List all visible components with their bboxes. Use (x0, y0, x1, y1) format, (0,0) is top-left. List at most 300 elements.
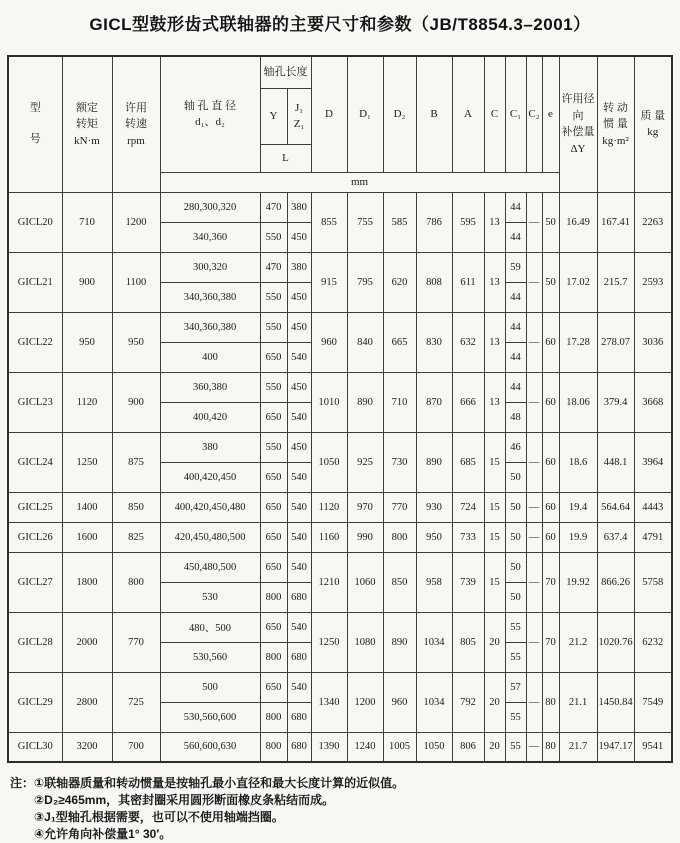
dim-D2-cell: 620 (383, 252, 416, 312)
dim-A-cell: 805 (452, 612, 484, 672)
bore-diameter-cell: 340,360 (160, 222, 260, 252)
length-y-cell: 800 (260, 582, 287, 612)
dim-e-cell: 60 (542, 312, 559, 372)
dim-D1-cell: 1080 (347, 612, 383, 672)
length-jz-cell: 540 (287, 402, 311, 432)
col-header-dim-C1 (505, 56, 526, 172)
col-header-dim-A (452, 56, 484, 172)
bore-diameter-cell: 400,420 (160, 402, 260, 432)
table-row (8, 672, 672, 702)
dim-A-cell: 739 (452, 552, 484, 612)
dim-A-cell: 685 (452, 432, 484, 492)
dim-D1-cell: 890 (347, 372, 383, 432)
col-header-dim-C2 (526, 56, 542, 172)
length-y-label: Y (269, 109, 278, 122)
length-jz-cell: 540 (287, 672, 311, 702)
model-cell: GICL22 (8, 312, 62, 372)
dim-label: C (490, 108, 499, 121)
dim-D-cell: 1120 (311, 492, 347, 522)
dim-e-cell: 70 (542, 612, 559, 672)
radial-compensation-cell: 17.28 (559, 312, 597, 372)
dim-C1-cell: 44 (505, 342, 526, 372)
radial-compensation-cell: 16.49 (559, 192, 597, 252)
col-header-length-jz (287, 88, 311, 144)
col-header-inertia (597, 56, 634, 192)
dim-C1-cell: 44 (505, 372, 526, 402)
table-row (8, 552, 672, 582)
col-header-inertia-line2: 惯 量 (603, 118, 628, 130)
dim-D2-cell: 710 (383, 372, 416, 432)
dim-C2-cell: — (526, 552, 542, 612)
col-header-dim-e (542, 56, 559, 172)
dim-D-cell: 1340 (311, 672, 347, 732)
col-header-radial-symbol: ΔY (570, 142, 586, 155)
unit-row (160, 172, 559, 192)
dim-D2-cell: 665 (383, 312, 416, 372)
length-jz-cell: 540 (287, 552, 311, 582)
inertia-cell: 278.07 (597, 312, 634, 372)
dim-C1-cell: 55 (505, 732, 526, 762)
col-header-dim-D2 (383, 56, 416, 172)
dim-e-cell: 50 (542, 192, 559, 252)
dim-B-cell: 890 (416, 432, 452, 492)
dim-D2-cell: 890 (383, 612, 416, 672)
col-header-bore-diameter (160, 56, 260, 172)
dim-C1-cell: 50 (505, 582, 526, 612)
dim-D-cell: 1250 (311, 612, 347, 672)
bore-diameter-cell: 530,560,600 (160, 702, 260, 732)
dim-e-cell: 80 (542, 732, 559, 762)
length-jz-cell: 450 (287, 282, 311, 312)
dim-C1-cell: 59 (505, 252, 526, 282)
dim-C-cell: 20 (484, 612, 505, 672)
dim-D2-cell: 850 (383, 552, 416, 612)
dim-C-cell: 13 (484, 312, 505, 372)
col-header-dim-C (484, 56, 505, 172)
length-jz-cell: 680 (287, 642, 311, 672)
dim-D-cell: 1390 (311, 732, 347, 762)
length-jz-cell: 680 (287, 732, 311, 762)
dim-D1-cell: 795 (347, 252, 383, 312)
mass-cell: 2263 (634, 192, 672, 252)
dim-label: e (548, 108, 553, 121)
dim-C2-cell: — (526, 612, 542, 672)
length-y-cell: 470 (260, 192, 287, 222)
dim-B-cell: 830 (416, 312, 452, 372)
inertia-cell: 1020.76 (597, 612, 634, 672)
dim-D-cell: 1010 (311, 372, 347, 432)
dim-C2-cell: — (526, 252, 542, 312)
length-jz-cell: 680 (287, 702, 311, 732)
dim-label: A (464, 108, 472, 121)
model-cell: GICL30 (8, 732, 62, 762)
dim-B-cell: 930 (416, 492, 452, 522)
bore-diameter-cell: 300,320 (160, 252, 260, 282)
col-header-speed-line2: 转速 (125, 118, 147, 130)
dim-A-cell: 806 (452, 732, 484, 762)
inertia-cell: 564.64 (597, 492, 634, 522)
col-header-model-line1: 型 (29, 102, 41, 115)
length-jz-cell: 540 (287, 342, 311, 372)
dim-C2-cell: — (526, 372, 542, 432)
mass-cell: 4791 (634, 522, 672, 552)
dim-e-cell: 80 (542, 672, 559, 732)
dim-C1-cell: 50 (505, 522, 526, 552)
header-row-1 (8, 56, 672, 88)
col-header-radial-line2: 补偿量 (561, 126, 595, 139)
mass-cell: 4443 (634, 492, 672, 522)
radial-compensation-cell: 21.7 (559, 732, 597, 762)
length-jz-cell: 540 (287, 492, 311, 522)
model-cell: GICL20 (8, 192, 62, 252)
dim-C-cell: 13 (484, 252, 505, 312)
inertia-cell: 1947.17 (597, 732, 634, 762)
col-header-torque-line2: 转矩 (76, 118, 98, 130)
col-header-bore-sub: d₁、d₂ (195, 116, 225, 129)
dim-D2-cell: 585 (383, 192, 416, 252)
inertia-cell: 448.1 (597, 432, 634, 492)
model-cell: GICL24 (8, 432, 62, 492)
bore-diameter-cell: 420,450,480,500 (160, 522, 260, 552)
dim-C1-cell: 57 (505, 672, 526, 702)
dim-C1-cell: 44 (505, 192, 526, 222)
torque-cell: 710 (62, 192, 112, 252)
dim-C1-cell: 50 (505, 552, 526, 582)
dim-D1-cell: 1060 (347, 552, 383, 612)
length-y-cell: 550 (260, 312, 287, 342)
col-header-model (8, 56, 62, 192)
length-y-cell: 800 (260, 732, 287, 762)
torque-cell: 1120 (62, 372, 112, 432)
col-header-torque-unit: kN·m (74, 134, 100, 147)
length-jz-cell: 540 (287, 522, 311, 552)
table-header (8, 56, 672, 192)
dim-D1-cell: 990 (347, 522, 383, 552)
length-y-cell: 800 (260, 642, 287, 672)
radial-compensation-cell: 19.4 (559, 492, 597, 522)
bore-diameter-cell: 280,300,320 (160, 192, 260, 222)
dim-D2-cell: 730 (383, 432, 416, 492)
dim-C-cell: 15 (484, 522, 505, 552)
length-y-cell: 650 (260, 612, 287, 642)
speed-cell: 770 (112, 612, 160, 672)
speed-cell: 725 (112, 672, 160, 732)
radial-compensation-cell: 19.92 (559, 552, 597, 612)
dim-C1-cell: 55 (505, 642, 526, 672)
speed-cell: 850 (112, 492, 160, 522)
dim-A-cell: 666 (452, 372, 484, 432)
table-row (8, 372, 672, 402)
length-jz-cell: 450 (287, 312, 311, 342)
inertia-cell: 1450.84 (597, 672, 634, 732)
speed-cell: 1200 (112, 192, 160, 252)
col-header-length-y (260, 88, 287, 144)
col-header-mass (634, 56, 672, 192)
dim-C2-cell: — (526, 432, 542, 492)
mass-cell: 6232 (634, 612, 672, 672)
speed-cell: 825 (112, 522, 160, 552)
length-jz-cell: 540 (287, 612, 311, 642)
dim-D1-cell: 925 (347, 432, 383, 492)
length-jz-cell: 450 (287, 372, 311, 402)
torque-cell: 3200 (62, 732, 112, 762)
length-y-cell: 470 (260, 252, 287, 282)
length-jz-cell: 680 (287, 582, 311, 612)
dim-D2-cell: 1005 (383, 732, 416, 762)
length-l-label: L (282, 151, 289, 164)
dim-A-cell: 733 (452, 522, 484, 552)
dim-B-cell: 808 (416, 252, 452, 312)
col-header-bore-title: 轴 孔 直 径 (183, 99, 237, 112)
bore-diameter-cell: 400,420,450 (160, 462, 260, 492)
dim-D2-cell: 770 (383, 492, 416, 522)
dim-D-cell: 1160 (311, 522, 347, 552)
length-y-cell: 650 (260, 342, 287, 372)
length-z1-label: Z₁ (293, 118, 305, 130)
model-cell: GICL29 (8, 672, 62, 732)
bore-diameter-cell: 560,600,630 (160, 732, 260, 762)
torque-cell: 2000 (62, 612, 112, 672)
unit-label: mm (350, 175, 369, 188)
note-line: ④允许角向补偿量1° 30′。 (34, 827, 172, 841)
col-header-model-line2: 号 (29, 133, 41, 146)
col-header-radial-compensation (559, 56, 597, 192)
mass-cell: 3036 (634, 312, 672, 372)
torque-cell: 1250 (62, 432, 112, 492)
notes-items (34, 775, 404, 843)
mass-cell: 7549 (634, 672, 672, 732)
dim-C1-cell: 55 (505, 612, 526, 642)
dim-A-cell: 792 (452, 672, 484, 732)
dim-label: D (325, 108, 333, 121)
bore-diameter-cell: 400 (160, 342, 260, 372)
dim-D1-cell: 970 (347, 492, 383, 522)
model-cell: GICL21 (8, 252, 62, 312)
table-row (8, 312, 672, 342)
dim-e-cell: 70 (542, 552, 559, 612)
dim-D-cell: 915 (311, 252, 347, 312)
dim-C-cell: 15 (484, 552, 505, 612)
speed-cell: 950 (112, 312, 160, 372)
radial-compensation-cell: 18.6 (559, 432, 597, 492)
dim-A-cell: 632 (452, 312, 484, 372)
length-y-cell: 550 (260, 282, 287, 312)
note-line: ①联轴器质量和转动惯量是按轴孔最小直径和最大长度计算的近似值。 (34, 776, 405, 790)
mass-cell: 5758 (634, 552, 672, 612)
length-y-cell: 650 (260, 402, 287, 432)
bore-diameter-cell: 360,380 (160, 372, 260, 402)
bore-diameter-cell: 480、500 (160, 612, 260, 642)
dim-e-cell: 50 (542, 252, 559, 312)
inertia-cell: 866.26 (597, 552, 634, 612)
dim-B-cell: 1034 (416, 672, 452, 732)
radial-compensation-cell: 21.1 (559, 672, 597, 732)
col-header-length-l (260, 144, 311, 172)
col-header-mass-line1: 质 量 (640, 109, 666, 122)
dim-B-cell: 1050 (416, 732, 452, 762)
dim-label: D₁ (359, 108, 371, 121)
dim-C2-cell: — (526, 492, 542, 522)
inertia-cell: 379.4 (597, 372, 634, 432)
col-header-radial-line1: 许用径向 (561, 93, 595, 122)
col-header-bore-length-label: 轴孔长度 (263, 66, 308, 79)
radial-compensation-cell: 17.02 (559, 252, 597, 312)
inertia-cell: 637.4 (597, 522, 634, 552)
bore-diameter-cell: 530 (160, 582, 260, 612)
dim-D1-cell: 1200 (347, 672, 383, 732)
dim-D-cell: 960 (311, 312, 347, 372)
dim-B-cell: 950 (416, 522, 452, 552)
dim-C2-cell: — (526, 312, 542, 372)
col-header-speed-unit: rpm (127, 134, 145, 147)
length-y-cell: 550 (260, 432, 287, 462)
radial-compensation-cell: 19.9 (559, 522, 597, 552)
dim-A-cell: 611 (452, 252, 484, 312)
dim-C-cell: 13 (484, 192, 505, 252)
torque-cell: 1400 (62, 492, 112, 522)
model-cell: GICL25 (8, 492, 62, 522)
dim-e-cell: 60 (542, 492, 559, 522)
dim-C1-cell: 50 (505, 492, 526, 522)
mass-cell: 3668 (634, 372, 672, 432)
bore-diameter-cell: 530,560 (160, 642, 260, 672)
dim-D1-cell: 755 (347, 192, 383, 252)
dim-C1-cell: 48 (505, 402, 526, 432)
col-header-bore-length (260, 56, 311, 88)
table-body (8, 192, 672, 762)
table-row (8, 612, 672, 642)
dim-C2-cell: — (526, 522, 542, 552)
dim-D2-cell: 960 (383, 672, 416, 732)
dim-D-cell: 855 (311, 192, 347, 252)
table-row (8, 492, 672, 522)
speed-cell: 800 (112, 552, 160, 612)
torque-cell: 1600 (62, 522, 112, 552)
radial-compensation-cell: 18.06 (559, 372, 597, 432)
col-header-mass-unit: kg (647, 126, 659, 139)
dim-C-cell: 20 (484, 732, 505, 762)
dim-A-cell: 724 (452, 492, 484, 522)
length-y-cell: 650 (260, 492, 287, 522)
model-cell: GICL26 (8, 522, 62, 552)
dim-A-cell: 595 (452, 192, 484, 252)
dim-C2-cell: — (526, 192, 542, 252)
length-jz-cell: 380 (287, 192, 311, 222)
bore-diameter-cell: 450,480,500 (160, 552, 260, 582)
page-title: GICL型鼓形齿式联轴器的主要尺寸和参数（JB/T8854.3–2001） (89, 15, 591, 34)
length-y-cell: 550 (260, 372, 287, 402)
col-header-dim-B (416, 56, 452, 172)
dim-C2-cell: — (526, 672, 542, 732)
dim-C-cell: 15 (484, 432, 505, 492)
dim-C2-cell: — (526, 732, 542, 762)
length-jz-cell: 380 (287, 252, 311, 282)
mass-cell: 3964 (634, 432, 672, 492)
col-header-torque (62, 56, 112, 192)
torque-cell: 950 (62, 312, 112, 372)
col-header-inertia-line1: 转 动 (603, 101, 628, 114)
inertia-cell: 215.7 (597, 252, 634, 312)
note-line: ③J₁型轴孔根据需要，也可以不使用轴端挡圈。 (34, 810, 284, 824)
length-y-cell: 800 (260, 702, 287, 732)
dim-D-cell: 1050 (311, 432, 347, 492)
table-row (8, 252, 672, 282)
bore-diameter-cell: 380 (160, 432, 260, 462)
dim-label: B (430, 108, 438, 121)
bore-diameter-cell: 340,360,380 (160, 312, 260, 342)
dim-B-cell: 870 (416, 372, 452, 432)
dim-C-cell: 13 (484, 372, 505, 432)
length-y-cell: 550 (260, 222, 287, 252)
speed-cell: 875 (112, 432, 160, 492)
dim-C-cell: 20 (484, 672, 505, 732)
col-header-dim-D (311, 56, 347, 172)
table-row (8, 732, 672, 762)
table-row (8, 522, 672, 552)
bore-diameter-cell: 400,420,450,480 (160, 492, 260, 522)
col-header-dim-D1 (347, 56, 383, 172)
length-jz-cell: 450 (287, 222, 311, 252)
model-cell: GICL27 (8, 552, 62, 612)
dim-C1-cell: 44 (505, 282, 526, 312)
notes-label: 注： (10, 776, 35, 790)
speed-cell: 1100 (112, 252, 160, 312)
dim-e-cell: 60 (542, 432, 559, 492)
dim-label: D₂ (393, 108, 406, 121)
speed-cell: 900 (112, 372, 160, 432)
coupling-spec-table (7, 55, 673, 763)
dim-D1-cell: 840 (347, 312, 383, 372)
radial-compensation-cell: 21.2 (559, 612, 597, 672)
model-cell: GICL28 (8, 612, 62, 672)
bore-diameter-cell: 340,360,380 (160, 282, 260, 312)
dim-C1-cell: 50 (505, 462, 526, 492)
bore-diameter-cell: 500 (160, 672, 260, 702)
col-header-speed (112, 56, 160, 192)
notes (10, 775, 680, 843)
torque-cell: 2800 (62, 672, 112, 732)
length-j1-label: J₁ (294, 101, 304, 114)
col-header-torque-line1: 额定 (76, 101, 98, 114)
dim-B-cell: 786 (416, 192, 452, 252)
dim-D-cell: 1210 (311, 552, 347, 612)
speed-cell: 700 (112, 732, 160, 762)
dim-C1-cell: 46 (505, 432, 526, 462)
length-y-cell: 650 (260, 672, 287, 702)
torque-cell: 900 (62, 252, 112, 312)
length-y-cell: 650 (260, 522, 287, 552)
dim-D1-cell: 1240 (347, 732, 383, 762)
dim-D2-cell: 800 (383, 522, 416, 552)
dim-C-cell: 15 (484, 492, 505, 522)
dim-e-cell: 60 (542, 372, 559, 432)
table-row (8, 432, 672, 462)
dim-B-cell: 958 (416, 552, 452, 612)
dim-B-cell: 1034 (416, 612, 452, 672)
col-header-inertia-unit: kg·m² (602, 134, 629, 147)
torque-cell: 1800 (62, 552, 112, 612)
dim-C1-cell: 44 (505, 312, 526, 342)
dim-C1-cell: 55 (505, 702, 526, 732)
dim-label: C₁ (509, 108, 522, 121)
length-y-cell: 650 (260, 462, 287, 492)
inertia-cell: 167.41 (597, 192, 634, 252)
dim-C1-cell: 44 (505, 222, 526, 252)
length-y-cell: 650 (260, 552, 287, 582)
dim-label: C₂ (528, 108, 540, 121)
model-cell: GICL23 (8, 372, 62, 432)
length-jz-cell: 450 (287, 432, 311, 462)
